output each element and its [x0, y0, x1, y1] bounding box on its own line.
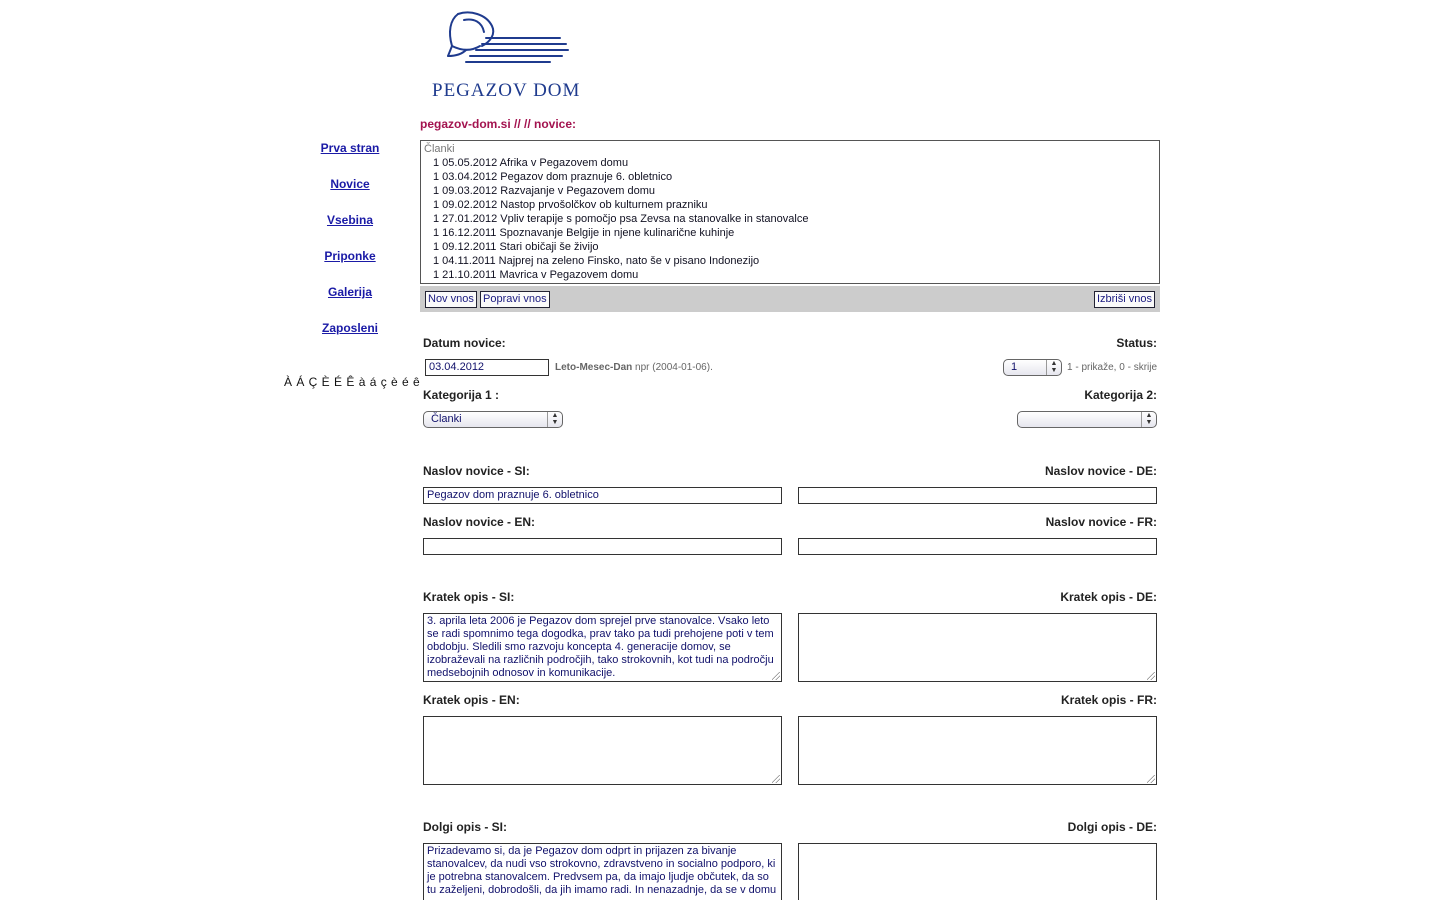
title-si-input[interactable]: Pegazov dom praznuje 6. obletnico	[423, 487, 782, 504]
short-si-label: Kratek opis - SI:	[423, 590, 515, 604]
title-fr-label: Naslov novice - FR:	[1045, 515, 1157, 529]
action-bar	[420, 286, 1160, 312]
select-arrows-icon: ▲ ▼	[1046, 360, 1061, 375]
article-list[interactable]	[420, 140, 1160, 284]
date-label: Datum novice:	[423, 336, 506, 350]
category-2-label: Kategorija 2:	[1084, 388, 1157, 402]
date-hint-format: Leto-Mesec-Dan	[555, 362, 633, 373]
title-en-input[interactable]	[423, 538, 782, 555]
delete-entry-button[interactable]: Izbriši vnos	[1094, 291, 1155, 308]
select-arrows-icon: ▲ ▼	[1141, 412, 1156, 427]
edit-entry-button[interactable]: Popravi vnos	[480, 291, 550, 308]
short-fr-label: Kratek opis - FR:	[1060, 693, 1157, 707]
resize-grip-icon[interactable]	[1147, 672, 1155, 680]
list-item[interactable]: 1 03.04.2012 Pegazov dom praznuje 6. obletnico	[433, 171, 673, 183]
short-si-text: 3. aprila leta 2006 je Pegazov dom sprejel prve stanovalce. Vsako leto se radi spomnimo tega dogodka, prav tako pa tudi prehojene poti v tem obdobju. Sledili smo razvoju koncepta 4. generacije domov, se izobraževali na različnih področjih, tako strokovnih, kot tudi na področju medsebojnih odnosov in komunikacije.	[427, 615, 774, 679]
short-en-textarea[interactable]	[423, 716, 782, 785]
long-de-textarea[interactable]	[798, 843, 1157, 900]
resize-grip-icon[interactable]	[772, 775, 780, 783]
sidebar	[284, 0, 421, 900]
breadcrumb: pegazov-dom.si // // novice:	[420, 117, 577, 131]
title-en-label: Naslov novice - EN:	[423, 515, 536, 529]
list-item[interactable]: 1 21.10.2011 Mavrica v Pegazovem domu	[433, 269, 639, 281]
long-de-label: Dolgi opis - DE:	[1067, 820, 1157, 834]
category-2-select[interactable]	[1017, 411, 1157, 428]
category-1-label: Kategorija 1 :	[423, 388, 500, 402]
long-si-label: Dolgi opis - SI:	[423, 820, 507, 834]
title-si-label: Naslov novice - SI:	[423, 464, 530, 478]
list-item[interactable]: 1 09.03.2012 Razvajanje v Pegazovem domu	[433, 185, 655, 197]
title-de-input[interactable]	[798, 487, 1157, 504]
list-item[interactable]: 1 09.12.2011 Stari običaji še živijo	[433, 241, 599, 253]
date-hint	[555, 362, 713, 373]
nav-link-zaposleni[interactable]: Zaposleni	[321, 321, 378, 335]
new-entry-button[interactable]: Nov vnos	[425, 291, 477, 308]
resize-grip-icon[interactable]	[1147, 775, 1155, 783]
list-item[interactable]: 1 16.12.2011 Spoznavanje Belgije in njene kulinarične kuhinje	[433, 227, 735, 239]
nav-link-novice[interactable]: Novice	[330, 177, 370, 191]
short-en-label: Kratek opis - EN:	[423, 693, 520, 707]
short-si-textarea[interactable]	[423, 613, 782, 682]
category-1-select-value: Članki	[431, 413, 462, 425]
nav-link-vsebina[interactable]: Vsebina	[326, 213, 374, 227]
select-arrows-icon: ▲ ▼	[547, 412, 562, 427]
short-de-label: Kratek opis - DE:	[1060, 590, 1157, 604]
article-group-label: Članki	[424, 143, 455, 155]
nav-link-prva-stran[interactable]: Prva stran	[320, 141, 380, 155]
category-1-select[interactable]	[423, 411, 563, 428]
short-fr-textarea[interactable]	[798, 716, 1157, 785]
list-item[interactable]: 1 09.02.2012 Nastop prvošolčkov ob kulturnem prazniku	[433, 199, 708, 211]
date-hint-example: npr (2004-01-06).	[632, 362, 713, 373]
date-input[interactable]: 03.04.2012	[425, 359, 549, 376]
long-si-textarea[interactable]	[423, 843, 782, 900]
status-hint: 1 - prikaže, 0 - skrije	[1067, 362, 1158, 373]
status-select[interactable]	[1003, 359, 1062, 376]
list-item[interactable]: 1 04.11.2011 Najprej na zeleno Finsko, nato še v pisano Indonezijo	[433, 255, 760, 267]
nav-link-galerija[interactable]: Galerija	[327, 285, 373, 299]
list-item[interactable]: 1 27.01.2012 Vpliv terapije s pomočjo psa Zevsa na stanovalke in stanovalce	[433, 213, 809, 225]
short-de-textarea[interactable]	[798, 613, 1157, 682]
nav-link-priponke[interactable]: Priponke	[324, 249, 376, 263]
brand-name: PEGAZOV DOM	[432, 80, 581, 101]
long-si-text: Prizadevamo si, da je Pegazov dom odprt in prijazen za bivanje stanovalcev, da nudi vso strokovno, zdravstveno in socialno podporo, ki je potrebna stanovalcem. Predvsem pa, da imajo ljudje občutek, da so tu zaželjeni, dobrodošli, da jih imamo radi. In nenazadnje, da se v domu	[427, 845, 777, 896]
resize-grip-icon[interactable]	[772, 672, 780, 680]
special-characters[interactable]: À Á Ç È É Ê à á ç è é ê	[284, 375, 421, 389]
status-label: Status:	[1116, 336, 1157, 350]
status-select-value: 1	[1011, 361, 1018, 373]
title-fr-input[interactable]	[798, 538, 1157, 555]
list-item[interactable]: 1 05.05.2012 Afrika v Pegazovem domu	[433, 157, 629, 169]
title-de-label: Naslov novice - DE:	[1044, 464, 1157, 478]
